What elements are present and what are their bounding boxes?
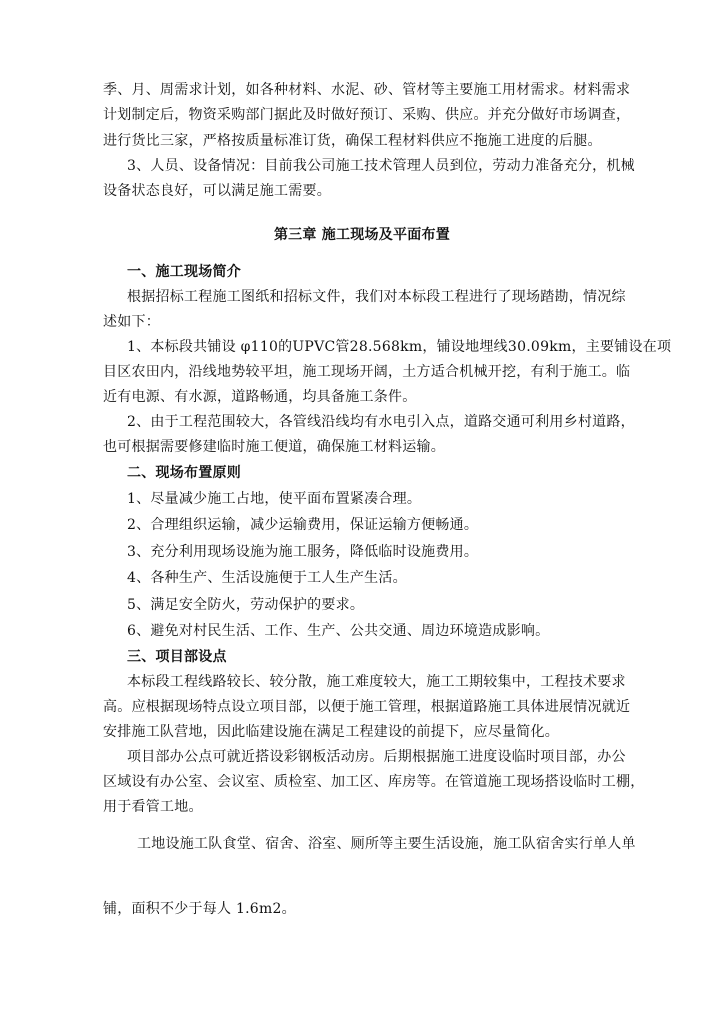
- list-item: 4、各种生产、生活设施便于工人生产生活。: [127, 570, 407, 586]
- text-line: 高。应根据现场特点设立项目部，以便于施工管理，根据道路施工具体进展情况就近: [103, 699, 631, 715]
- text-line: 2、由于工程范围较大，各管线沿线均有水电引入点，道路交通可利用乡村道路，: [127, 414, 635, 430]
- text-line: 也可根据需要修建临时施工便道，确保施工材料运输。: [103, 439, 445, 455]
- list-item: 5、满足安全防火，劳动保护的要求。: [127, 597, 365, 613]
- text-line: 近有电源、有水源，道路畅通，均具备施工条件。: [103, 389, 417, 405]
- text-line: 铺，面积不少于每人 1.6m2。: [103, 901, 296, 917]
- text-line: 项目部办公点可就近搭设彩钢板活动房。后期根据施工进度设临时项目部，办公: [127, 749, 626, 765]
- text-line: 1、本标段共铺设 φ110的UPVC管28.568km，铺设地埋线30.09km，主要铺设在项: [127, 339, 672, 355]
- text-line: 区域设有办公室、会议室、质检室、加工区、库房等。在管道施工现场搭设临时工棚，: [103, 774, 645, 790]
- chapter-title: 第三章 施工现场及平面布置: [273, 227, 451, 243]
- text-line: 述如下：: [103, 314, 160, 330]
- text-line: 进行货比三家，严格按质量标准订货，确保工程材料供应不拖施工进度的后腿。: [103, 133, 602, 149]
- list-item: 2、合理组织运输，减少运输费用，保证运输方便畅通。: [127, 517, 479, 533]
- text-line: 根据招标工程施工图纸和招标文件，我们对本标段工程进行了现场踏勘，情况综: [127, 289, 626, 305]
- text-line: 用于看管工地。: [103, 799, 203, 815]
- list-item: 6、避免对村民生活、工作、生产、公共交通、周边环境造成影响。: [127, 623, 550, 639]
- list-item: 1、尽量减少施工占地，使平面布置紧凑合理。: [127, 491, 422, 507]
- text-line: 季、月、周需求计划，如各种材料、水泥、砂、管材等主要施工用材需求。材料需求: [103, 82, 631, 98]
- text-line: 设备状态良好，可以满足施工需要。: [103, 183, 331, 199]
- text-line: 安排施工队营地，因此临建设施在满足工程建设的前提下，应尽量简化。: [103, 724, 559, 740]
- section-heading: 一、施工现场简介: [127, 264, 241, 280]
- text-line: 本标段工程线路较长、较分散，施工难度较大，施工工期较集中，工程技术要求: [127, 674, 626, 690]
- text-line: 3、人员、设备情况：目前我公司施工技术管理人员到位，劳动力准备充分，机械: [127, 158, 635, 174]
- text-line: 工地设施工队食堂、宿舍、浴室、厕所等主要生活设施，施工队宿舍实行单人单: [137, 836, 636, 852]
- section-heading: 二、现场布置原则: [127, 465, 241, 481]
- text-line: 计划制定后，物资采购部门据此及时做好预订、采购、供应。并充分做好市场调查，: [103, 107, 631, 123]
- list-item: 3、充分利用现场设施为施工服务，降低临时设施费用。: [127, 544, 479, 560]
- text-line: 目区农田内，沿线地势较平坦，施工现场开阔，土方适合机械开挖，有利于施工。临: [103, 364, 631, 380]
- section-heading: 三、项目部设点: [127, 649, 227, 665]
